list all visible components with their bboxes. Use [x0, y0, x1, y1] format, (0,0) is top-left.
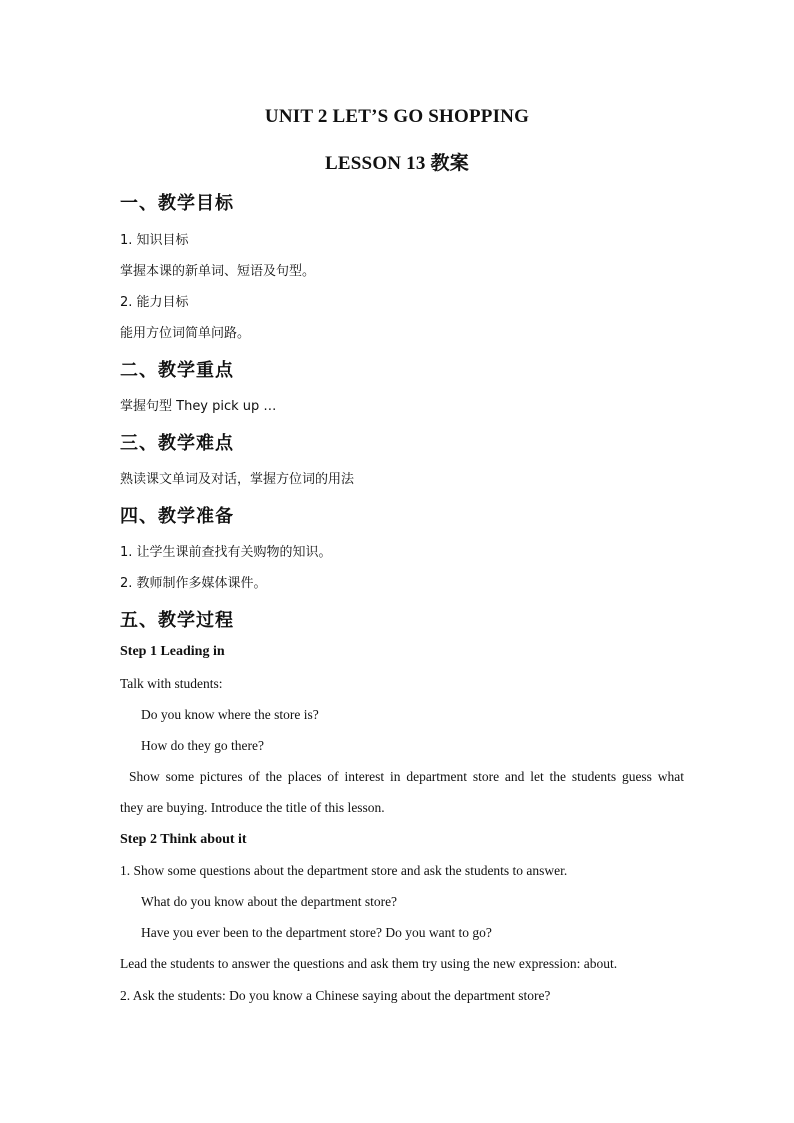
section-heading-key-points: 二、教学重点 [120, 360, 234, 381]
step-2-lead-text: Lead the students to answer the questions and ask them try using the new expression: about. [120, 956, 618, 971]
step-2-heading: Step 2 Think about it [120, 832, 247, 847]
step-1-paragraph-line-2: they are buying. Introduce the title of this lesson. [120, 800, 385, 815]
document-title: UNIT 2 LET’S GO SHOPPING [264, 106, 530, 127]
preparation-item-1: 1. 让学生课前查找有关购物的知识。 [120, 545, 332, 560]
objective-2-label: 2. 能力目标 [120, 295, 189, 310]
objective-2-text: 能用方位词简单问路。 [120, 326, 251, 341]
difficulties-text: 熟读课文单词及对话，掌握方位词的用法 [120, 472, 355, 487]
section-heading-process: 五、教学过程 [120, 610, 234, 631]
step-2-question-2: Have you ever been to the department store? Do you want to go? [141, 925, 492, 940]
step-2-item-2: 2. Ask the students: Do you know a Chinese saying about the department store? [120, 988, 551, 1003]
step-1-heading: Step 1 Leading in [120, 644, 225, 659]
step-2-item-1: 1. Show some questions about the department store and ask the students to answer. [120, 863, 568, 878]
step-1-question-2: How do they go there? [141, 738, 264, 753]
key-points-text: 掌握句型 They pick up … [120, 399, 277, 414]
step-1-question-1: Do you know where the store is? [141, 707, 319, 722]
preparation-item-2: 2. 教师制作多媒体课件。 [120, 576, 267, 591]
lesson-title: LESSON 13 教案 [325, 153, 469, 174]
objective-1-text: 掌握本课的新单词、短语及句型。 [120, 264, 316, 279]
section-heading-objectives: 一、教学目标 [120, 193, 234, 214]
step-1-paragraph-line-1: Show some pictures of the places of interest in department store and let the students guess what [129, 769, 684, 784]
section-heading-preparation: 四、教学准备 [120, 506, 234, 527]
step-1-line-1: Talk with students: [120, 676, 223, 691]
step-2-question-1: What do you know about the department store? [141, 894, 398, 909]
objective-1-label: 1. 知识目标 [120, 233, 189, 248]
section-heading-difficulties: 三、教学难点 [120, 433, 234, 454]
